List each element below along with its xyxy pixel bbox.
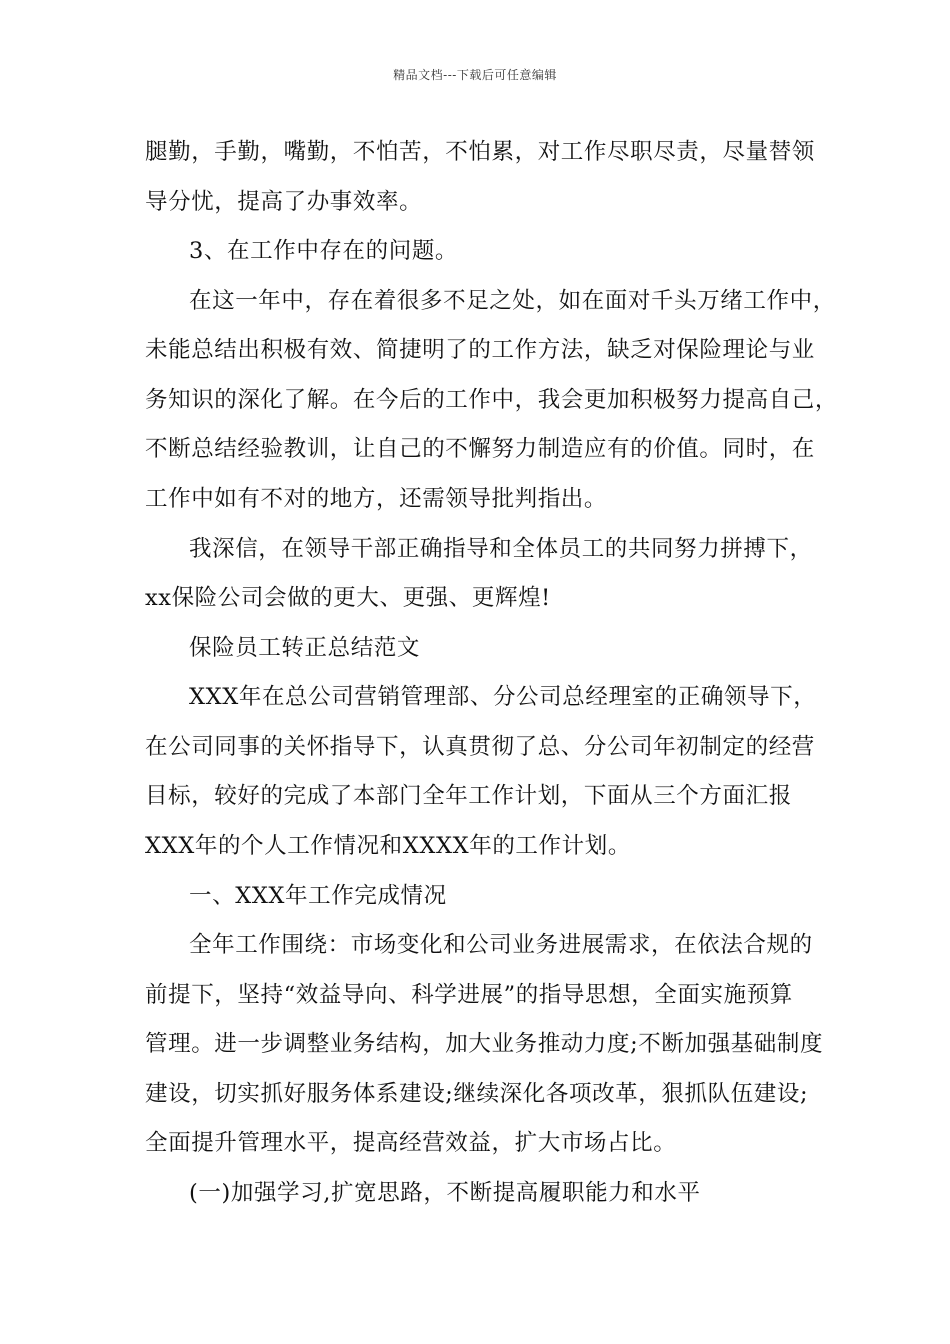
paragraph-start: 在这一年中，存在着很多不足之处，如在面对千头万绪工作中， — [189, 288, 836, 314]
section-heading: 3、在工作中存在的问题。 — [189, 238, 459, 264]
body-line: 目标，较好的完成了本部门全年工作计划，下面从三个方面汇报 — [145, 783, 792, 809]
paragraph-start: 我深信，在领导干部正确指导和全体员工的共同努力拼搏下， — [189, 536, 813, 562]
section-heading: (一)加强学习,扩宽思路，不断提高履职能力和水平 — [189, 1180, 701, 1206]
body-line: 管理。进一步调整业务结构，加大业务推动力度;不断加强基础制度 — [145, 1031, 824, 1057]
body-line: 腿勤，手勤，嘴勤，不怕苦，不怕累，对工作尽职尽责，尽量替领 — [145, 139, 815, 165]
paragraph-start: XXX年在总公司营销管理部、分公司总经理室的正确领导下， — [189, 684, 817, 710]
body-line: 建设，切实抓好服务体系建设;继续深化各项改革，狠抓队伍建设; — [145, 1081, 809, 1107]
section-heading: 一、XXX年工作完成情况 — [189, 883, 447, 909]
body-line: 在公司同事的关怀指导下，认真贯彻了总、分公司年初制定的经营 — [145, 734, 815, 760]
body-line: 未能总结出积极有效、简捷明了的工作方法，缺乏对保险理论与业 — [145, 337, 815, 363]
body-line: 前提下，坚持“效益导向、科学进展”的指导思想，全面实施预算 — [145, 982, 793, 1008]
body-line: 务知识的深化了解。在今后的工作中，我会更加积极努力提高自己， — [145, 387, 839, 413]
body-line: XXX年的个人工作情况和XXXX年的工作计划。 — [145, 833, 631, 859]
body-line: 不断总结经验教训，让自己的不懈努力制造应有的价值。同时，在 — [145, 436, 815, 462]
document-title: 保险员工转正总结范文 — [189, 635, 421, 661]
body-line: 全面提升管理水平，提高经营效益，扩大市场占比。 — [145, 1130, 677, 1156]
paragraph-start: 全年工作围绕：市场变化和公司业务进展需求，在依法合规的 — [189, 932, 813, 958]
body-line: 导分忧，提高了办事效率。 — [145, 189, 423, 215]
body-line: 工作中如有不对的地方，还需领导批判指出。 — [145, 486, 608, 512]
page-header: 精品文档---下载后可任意编辑 — [393, 68, 557, 82]
body-line: xx保险公司会做的更大、更强、更辉煌! — [145, 585, 551, 611]
